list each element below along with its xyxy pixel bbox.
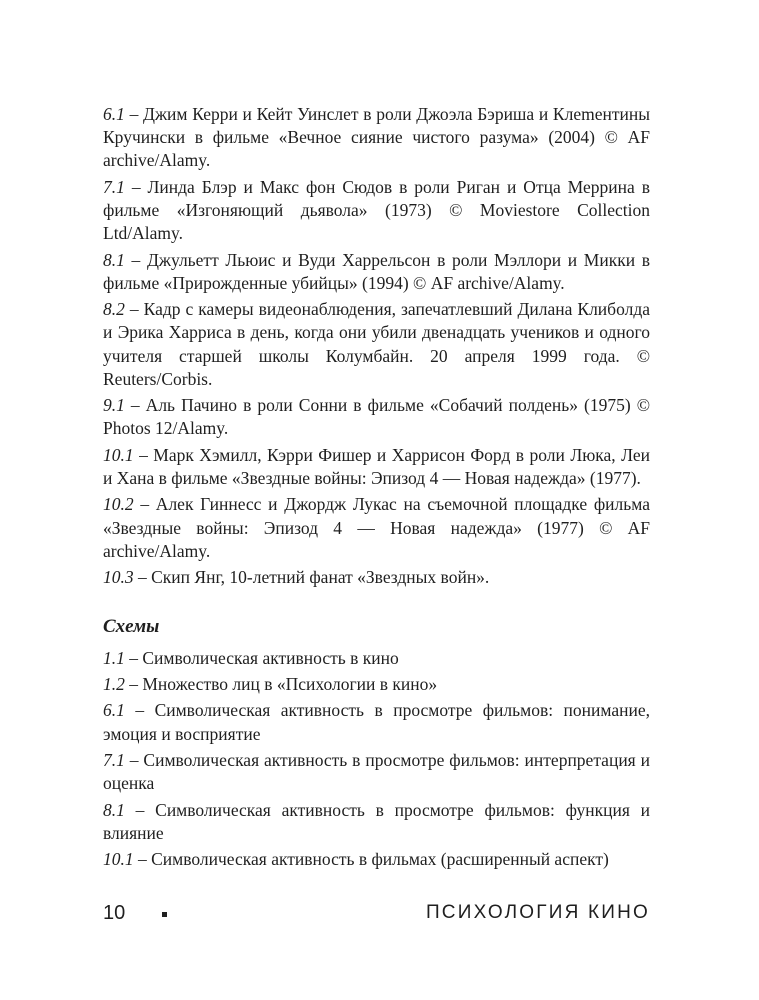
- caption-text: – Линда Блэр и Макс фон Сюдов в роли Риган и Отца Меррина в фильме «Изгоняющий дьявола» (1973) © Moviestore Collection Ltd/Alamy.: [103, 176, 650, 244]
- caption-text: – Скип Янг, 10-летний фанат «Звездных войн».: [133, 567, 490, 588]
- caption-entry: [103, 566, 650, 589]
- caption-entry: [103, 394, 650, 440]
- caption-entry: [103, 103, 650, 173]
- page-footer: [103, 902, 650, 928]
- schemes-heading: Схемы: [103, 616, 160, 638]
- caption-entry: [103, 444, 650, 490]
- schemes-list: [103, 647, 650, 872]
- caption-number: 9.1: [103, 395, 125, 416]
- scheme-text: – Символическая активность в фильмах (расширенный аспект): [133, 849, 609, 870]
- scheme-entry: [103, 749, 650, 795]
- scheme-entry: [103, 799, 650, 845]
- caption-number: 8.1: [103, 249, 125, 270]
- scheme-text: – Символическая активность в просмотре фильмов: понимание, эмоция и восприятие: [103, 700, 650, 744]
- scheme-number: 1.1: [103, 647, 125, 668]
- scheme-entry: [103, 647, 650, 670]
- caption-text: – Джим Керри и Кейт Уинслет в роли Джоэла Бэриша и Клеmентины Кручински в фильме «Вечное сияние чистого разума» (2004) © AF archive/Alamy.: [103, 104, 650, 171]
- scheme-entry: [103, 699, 650, 745]
- scheme-number: 8.1: [103, 799, 125, 820]
- caption-entry: [103, 298, 650, 391]
- caption-entry: [103, 249, 650, 295]
- caption-entry: [103, 493, 650, 563]
- caption-number: 10.2: [103, 494, 134, 515]
- caption-entry: [103, 176, 650, 246]
- caption-number: 8.2: [103, 299, 125, 320]
- caption-text: – Кадр с камеры видеонаблюдения, запечатлевший Дилана Клиболда и Эрика Харриса в день, когда они убили двенадцать учеников и одного учителя старшей школы Колумбайн. 20 апреля 1999 года. © Reuters/Corbis.: [103, 299, 650, 389]
- scheme-number: 1.2: [103, 673, 125, 694]
- scheme-number: 6.1: [103, 700, 125, 721]
- figure-captions-list: [103, 103, 650, 589]
- caption-text: – Джульетт Льюис и Вуди Харрельсон в роли Мэллори и Микки в фильме «Прирожденные убийцы» (1994) © AF archive/Alamy.: [103, 249, 650, 293]
- caption-number: 10.1: [103, 444, 134, 465]
- scheme-entry: [103, 673, 650, 696]
- caption-text: – Марк Хэмилл, Кэрри Фишер и Харрисон Форд в роли Люка, Леи и Хана в фильме «Звездные войны: Эпизод 4 — Новая надежда» (1977).: [103, 444, 650, 488]
- caption-text: – Аль Пачино в роли Сонни в фильме «Собачий полдень» (1975) © Photos 12/Alamy.: [103, 395, 650, 439]
- caption-number: 7.1: [103, 176, 125, 197]
- running-title: ПСИХОЛОГИЯ КИНО: [425, 902, 650, 923]
- scheme-text: – Символическая активность в просмотре фильмов: функция и влияние: [103, 799, 650, 843]
- page-body: [103, 103, 650, 875]
- scheme-number: 10.1: [103, 849, 134, 870]
- footer-bullet: [162, 912, 167, 917]
- page-number: 10: [103, 902, 126, 924]
- caption-number: 6.1: [103, 104, 125, 124]
- caption-number: 10.3: [103, 567, 134, 588]
- caption-text: – Алек Гиннесс и Джордж Лукас на съемочной площадке фильма «Звездные войны: Эпизод 4 — Новая надежда» (1977) © AF archive/Alamy.: [103, 494, 650, 561]
- scheme-text: – Множество лиц в «Психологии в кино»: [124, 673, 438, 694]
- scheme-entry: [103, 848, 650, 871]
- scheme-text: – Символическая активность в просмотре фильмов: интерпретация и оценка: [103, 749, 650, 794]
- scheme-text: – Символическая активность в кино: [124, 647, 399, 668]
- scheme-number: 7.1: [103, 749, 125, 770]
